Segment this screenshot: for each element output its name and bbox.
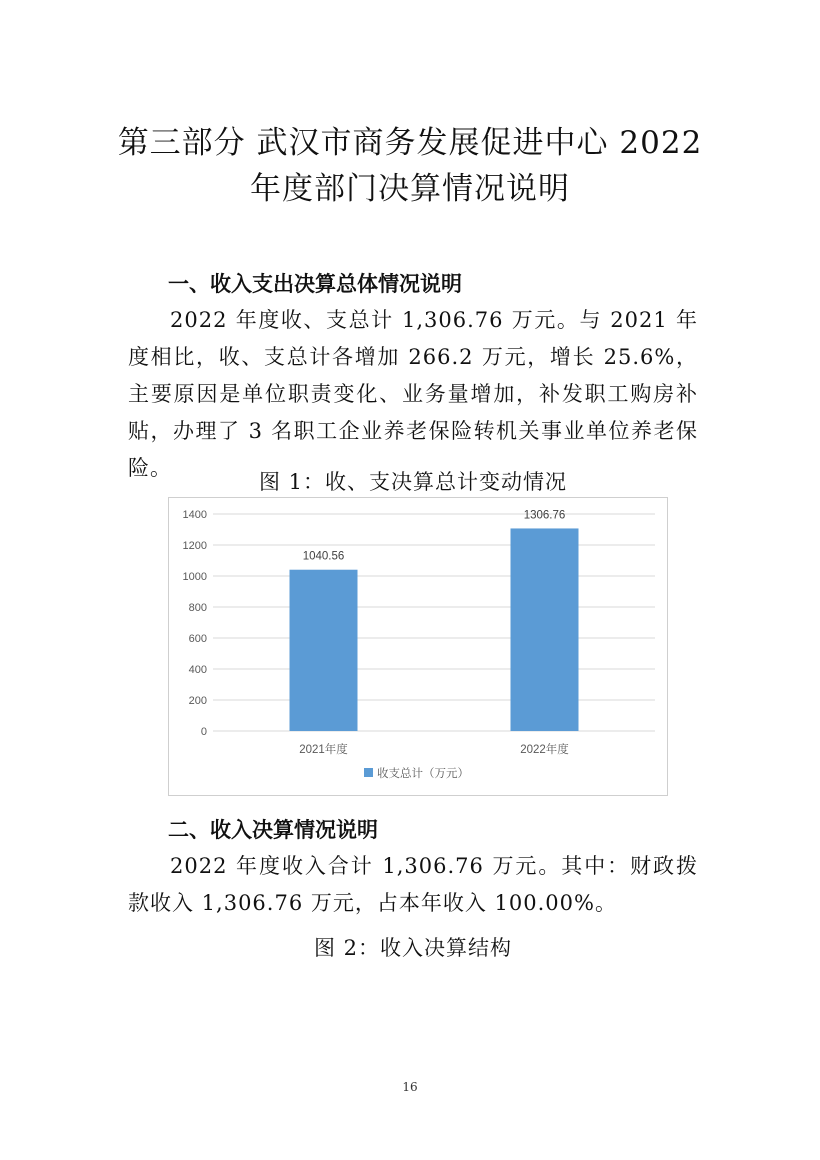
section-2-heading: 二、收入决算情况说明 [168, 818, 378, 842]
y-tick-label: 0 [200, 726, 207, 738]
section-1-text: 2022 年度收、支总计 1,306.76 万元。与 2021 年度相比，收、支总计各增加 266.2 万元，增长 25.6%，主要原因是单位职责变化、业务量增加，补发职工购房补贴，办理了 3 名职工企业养老保险转机关事业单位养老保险。 [128, 308, 698, 480]
title-line-1: 第三部分 武汉市商务发展促进中心 2022 [117, 125, 703, 161]
y-tick-label: 400 [188, 664, 207, 676]
figure-2-caption: 图 2：收入决算结构 [313, 936, 513, 960]
x-tick-label: 2021年度 [299, 744, 348, 756]
y-tick-label: 800 [188, 602, 207, 614]
data-label: 1040.56 [302, 550, 345, 563]
section-2-paragraph [128, 848, 698, 922]
data-label: 1306.76 [523, 509, 566, 522]
section-1-heading: 一、收入支出决算总体情况说明 [168, 272, 462, 296]
legend-swatch [364, 768, 373, 777]
y-tick-label: 200 [188, 695, 207, 707]
y-tick-label: 1200 [182, 540, 207, 552]
section-1-paragraph [128, 302, 698, 487]
legend-label: 收支总计（万元） [377, 768, 469, 780]
figure-1-caption: 图 1：收、支决算总计变动情况 [258, 470, 568, 494]
page-title [100, 120, 720, 212]
figure-1-chart [168, 497, 668, 796]
y-tick-label: 1000 [182, 571, 207, 583]
y-tick-label: 1400 [182, 509, 207, 521]
bar-chart [169, 498, 667, 795]
x-tick-label: 2022年度 [520, 744, 569, 756]
bar [511, 528, 579, 731]
page-number: 16 [402, 1080, 418, 1094]
y-tick-label: 600 [188, 633, 207, 645]
bar [290, 570, 358, 731]
title-line-2: 年度部门决算情况说明 [250, 171, 570, 207]
section-2-text: 2022 年度收入合计 1,306.76 万元。其中：财政拨款收入 1,306.76 万元，占本年收入 100.00%。 [128, 854, 698, 915]
